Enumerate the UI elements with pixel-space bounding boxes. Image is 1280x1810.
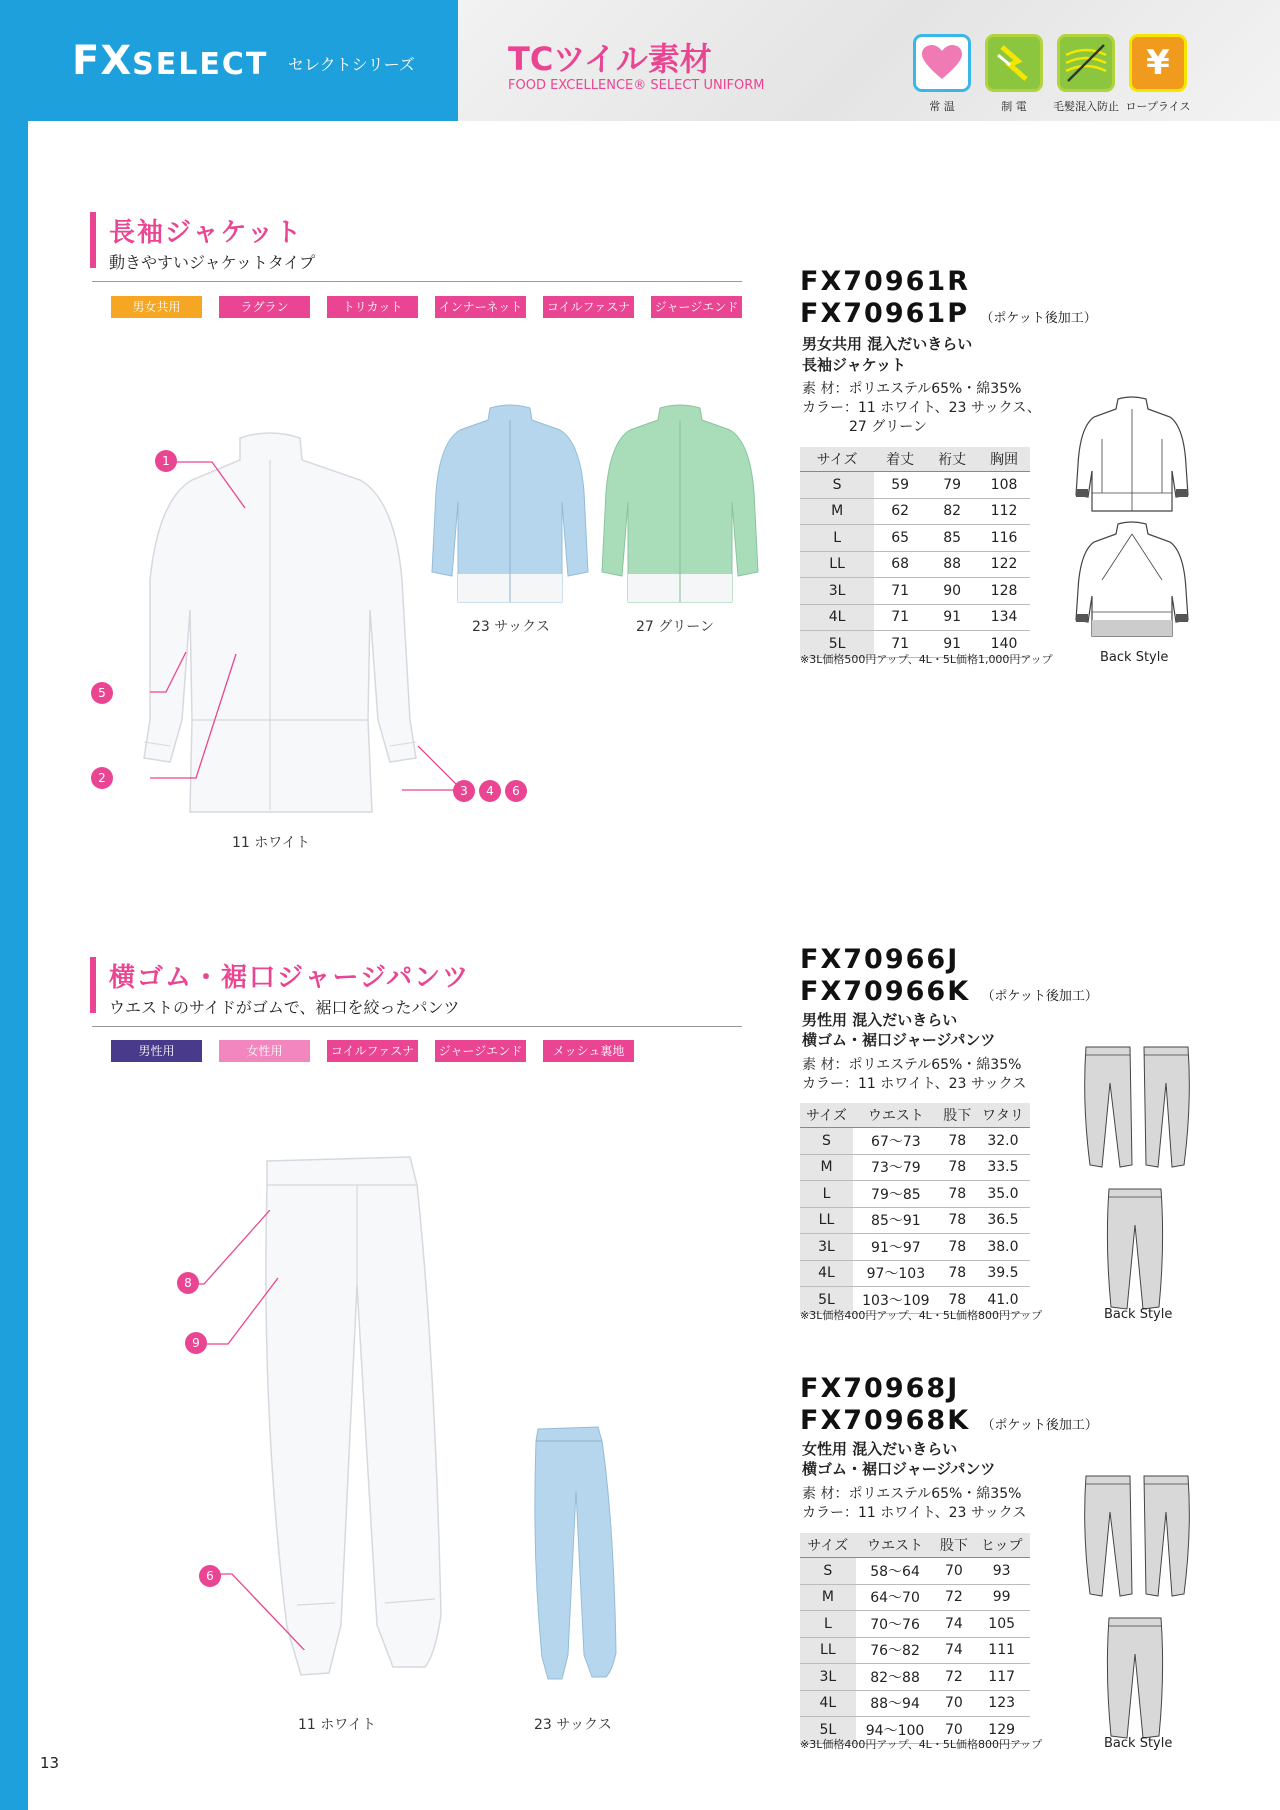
caption-green: 27 グリーン [636, 619, 714, 635]
callout-marker: 9 [185, 1332, 207, 1354]
callout-marker: 5 [91, 682, 113, 704]
table-cell: 70 [934, 1558, 973, 1585]
table-cell: 4L [800, 1690, 856, 1717]
table-cell: 4L [800, 604, 874, 631]
table-cell: LL [800, 1637, 856, 1664]
static-icon [985, 34, 1043, 92]
pants-section-title: 横ゴム・裾口ジャージパンツ [109, 963, 471, 993]
table-row [800, 1234, 1030, 1261]
table-cell: 3L [800, 1664, 856, 1691]
back-style-label: Back Style [1104, 1307, 1173, 1322]
callout-marker: 2 [91, 767, 113, 789]
jacket-sax-illustration [428, 402, 593, 607]
table-header: 胸囲 [978, 447, 1030, 472]
section-accent-bar [90, 957, 96, 1013]
table-header-row [800, 1533, 1030, 1558]
table-cell: 70～76 [856, 1611, 935, 1638]
table-cell: 62 [874, 498, 926, 525]
table-cell: 88 [926, 551, 978, 578]
product-name: 女性用 混入だいきらい [802, 1440, 958, 1458]
feature-label: 制 電 [1001, 100, 1027, 113]
material-subtitle: FOOD EXCELLENCE® SELECT UNIFORM [508, 78, 765, 93]
table-header: ワタリ [976, 1103, 1030, 1128]
table-cell: 90 [926, 578, 978, 605]
table-header: 股下 [939, 1103, 976, 1128]
caption-white: 11 ホワイト [298, 1717, 376, 1733]
jacket-back-drawing [1072, 520, 1192, 640]
table-cell: 91～97 [853, 1234, 939, 1261]
table-cell: S [800, 1128, 853, 1155]
table-cell: L [800, 525, 874, 552]
table-cell: 85～91 [853, 1207, 939, 1234]
table-cell: 140 [978, 631, 1030, 658]
product-code: FX70961P （ポケット後加工） [800, 298, 1097, 329]
pants-section-desc: ウエストのサイドがゴムで、裾口を絞ったパンツ [109, 998, 460, 1017]
table-cell: 74 [934, 1611, 973, 1638]
pants-sax-illustration [530, 1425, 620, 1685]
table-cell: 116 [978, 525, 1030, 552]
table-cell: 122 [978, 551, 1030, 578]
tag-inner-net: インナーネット [435, 296, 526, 318]
table-cell: 72 [934, 1664, 973, 1691]
caption-white: 11 ホワイト [232, 835, 310, 851]
table-cell: LL [800, 1207, 853, 1234]
table-header: ヒップ [973, 1533, 1030, 1558]
table-header: 股下 [934, 1533, 973, 1558]
table-cell: 88～94 [856, 1690, 935, 1717]
table-row [800, 551, 1030, 578]
product-code: FX70968J [800, 1373, 960, 1404]
table-row [800, 472, 1030, 499]
table-cell: 67～73 [853, 1128, 939, 1155]
table-cell: 78 [939, 1181, 976, 1208]
table-cell: 91 [926, 604, 978, 631]
heart-icon [913, 34, 971, 92]
table-row [800, 525, 1030, 552]
womens-pants-back-drawing [1105, 1614, 1165, 1744]
material-title: TCツイル素材 [508, 40, 712, 78]
caption-sax: 23 サックス [472, 619, 550, 635]
product-name: 男女共用 混入だいきらい [802, 335, 973, 353]
table-cell: 38.0 [976, 1234, 1030, 1261]
table-cell: 99 [973, 1584, 1030, 1611]
table-cell: 78 [939, 1234, 976, 1261]
callout-marker: 8 [177, 1272, 199, 1294]
table-header-row [800, 447, 1030, 472]
tag-raglan: ラグラン [219, 296, 310, 318]
brand-logo: FXSELECT [72, 38, 269, 84]
table-row [800, 1611, 1030, 1638]
product-code: FX70968K （ポケット後加工） [800, 1405, 1098, 1436]
table-cell: 82～88 [856, 1664, 935, 1691]
table-cell: 103～109 [853, 1287, 939, 1314]
callout-marker: 6 [505, 780, 527, 802]
table-row [800, 498, 1030, 525]
table-cell: 39.5 [976, 1260, 1030, 1287]
table-cell: S [800, 1558, 856, 1585]
table-note: ※3L価格400円アップ、4L・5L価格800円アップ [800, 1738, 1043, 1751]
table-cell: 3L [800, 1234, 853, 1261]
table-cell: 78 [939, 1287, 976, 1314]
table-cell: 79 [926, 472, 978, 499]
product-material: 素 材：ポリエステル65%・綿35% [802, 381, 1022, 397]
table-row [800, 1260, 1030, 1287]
product-colors: 27 グリーン [849, 419, 927, 435]
side-band [0, 121, 28, 1810]
table-cell: 117 [973, 1664, 1030, 1691]
table-cell: 85 [926, 525, 978, 552]
product-name: 長袖ジャケット [802, 356, 906, 374]
feature-label: 常 温 [929, 100, 955, 113]
table-cell: 3L [800, 578, 874, 605]
table-cell: 74 [934, 1637, 973, 1664]
table-cell: 123 [973, 1690, 1030, 1717]
table-cell: S [800, 472, 874, 499]
product-name: 男性用 混入だいきらい [802, 1011, 958, 1029]
table-cell: 78 [939, 1128, 976, 1155]
product-material: 素 材：ポリエステル65%・綿35% [802, 1486, 1022, 1502]
tag-womens: 女性用 [219, 1040, 310, 1062]
table-cell: 4L [800, 1260, 853, 1287]
womens-pants-front-drawing [1080, 1472, 1195, 1602]
table-cell: 5L [800, 1717, 856, 1744]
table-cell: 71 [874, 578, 926, 605]
table-cell: 5L [800, 1287, 853, 1314]
table-row [800, 1558, 1030, 1585]
product-colors: カラー：11 ホワイト、23 サックス [802, 1505, 1027, 1521]
callout-marker: 3 [453, 780, 475, 802]
tag-tricut: トリカット [327, 296, 418, 318]
table-cell: 76～82 [856, 1637, 935, 1664]
table-row [800, 1664, 1030, 1691]
table-cell: 111 [973, 1637, 1030, 1664]
tag-mesh-lining: メッシュ裏地 [543, 1040, 634, 1062]
table-header: ウエスト [853, 1103, 939, 1128]
table-cell: 78 [939, 1260, 976, 1287]
table-cell: 82 [926, 498, 978, 525]
table-cell: LL [800, 551, 874, 578]
table-row [800, 604, 1030, 631]
table-cell: 105 [973, 1611, 1030, 1638]
table-cell: L [800, 1181, 853, 1208]
product-name: 横ゴム・裾口ジャージパンツ [802, 1460, 996, 1478]
section-accent-bar [90, 212, 96, 268]
tag-coil-zipper: コイルファスナー [327, 1040, 418, 1062]
yen-icon: ¥ [1129, 34, 1187, 92]
table-row [800, 1128, 1030, 1155]
table-cell: 33.5 [976, 1154, 1030, 1181]
table-cell: 93 [973, 1558, 1030, 1585]
tag-jersey-end: ジャージエンド [651, 296, 742, 318]
feature-label: 毛髪混入防止 [1053, 100, 1119, 113]
table-cell: 35.0 [976, 1181, 1030, 1208]
table-cell: 71 [874, 631, 926, 658]
table-cell: 36.5 [976, 1207, 1030, 1234]
section-divider [92, 1026, 742, 1027]
tag-coil-zipper: コイルファスナー [543, 296, 634, 318]
table-row [800, 1154, 1030, 1181]
product-colors: カラー：11 ホワイト、23 サックス、 [802, 400, 1041, 416]
table-header-row [800, 1103, 1030, 1128]
table-cell: 64～70 [856, 1584, 935, 1611]
jacket-size-table [800, 447, 1030, 658]
callout-marker: 1 [155, 450, 177, 472]
table-cell: 94～100 [856, 1717, 935, 1744]
table-cell: 70 [934, 1717, 973, 1744]
mens-size-table [800, 1103, 1030, 1314]
table-cell: 91 [926, 631, 978, 658]
callout-marker: 4 [479, 780, 501, 802]
product-code: FX70966J [800, 944, 960, 975]
table-cell: 112 [978, 498, 1030, 525]
product-colors: カラー：11 ホワイト、23 サックス [802, 1076, 1027, 1092]
table-cell: 108 [978, 472, 1030, 499]
tag-unisex: 男女共用 [111, 296, 202, 318]
tag-jersey-end: ジャージエンド [435, 1040, 526, 1062]
table-row [800, 1584, 1030, 1611]
table-cell: M [800, 1584, 856, 1611]
table-header: 裄丈 [926, 447, 978, 472]
table-cell: 65 [874, 525, 926, 552]
table-row [800, 1690, 1030, 1717]
table-row [800, 1637, 1030, 1664]
table-row [800, 1181, 1030, 1208]
table-header: サイズ [800, 447, 874, 472]
table-cell: 41.0 [976, 1287, 1030, 1314]
jacket-section-desc: 動きやすいジャケットタイプ [109, 253, 316, 272]
page-number: 13 [40, 1754, 60, 1772]
jacket-section-title: 長袖ジャケット [109, 218, 304, 248]
table-cell: 59 [874, 472, 926, 499]
table-cell: 68 [874, 551, 926, 578]
table-cell: 134 [978, 604, 1030, 631]
table-cell: L [800, 1611, 856, 1638]
table-cell: 70 [934, 1690, 973, 1717]
table-cell: 58～64 [856, 1558, 935, 1585]
table-header: サイズ [800, 1103, 853, 1128]
section-divider [92, 281, 742, 282]
table-cell: 78 [939, 1207, 976, 1234]
product-code: FX70961R [800, 266, 970, 297]
jacket-front-drawing [1072, 395, 1192, 515]
caption-sax: 23 サックス [534, 1717, 612, 1733]
table-header: ウエスト [856, 1533, 935, 1558]
table-row [800, 578, 1030, 605]
table-cell: 73～79 [853, 1154, 939, 1181]
table-header: サイズ [800, 1533, 856, 1558]
table-cell: 72 [934, 1584, 973, 1611]
table-cell: 79～85 [853, 1181, 939, 1208]
feature-label: ロープライス [1125, 100, 1191, 113]
jacket-green-illustration [598, 402, 763, 607]
product-material: 素 材：ポリエステル65%・綿35% [802, 1057, 1022, 1073]
table-cell: 129 [973, 1717, 1030, 1744]
table-cell: 78 [939, 1154, 976, 1181]
womens-size-table [800, 1533, 1030, 1744]
back-style-label: Back Style [1100, 650, 1169, 665]
callout-marker: 6 [199, 1565, 221, 1587]
product-name: 横ゴム・裾口ジャージパンツ [802, 1031, 996, 1049]
table-cell: 5L [800, 631, 874, 658]
table-note: ※3L価格400円アップ、4L・5L価格800円アップ [800, 1309, 1043, 1322]
table-cell: 32.0 [976, 1128, 1030, 1155]
back-style-label: Back Style [1104, 1736, 1173, 1751]
table-cell: 128 [978, 578, 1030, 605]
tag-mens: 男性用 [111, 1040, 202, 1062]
brand-subtitle: セレクトシリーズ [288, 55, 415, 74]
table-cell: 97～103 [853, 1260, 939, 1287]
table-note: ※3L価格500円アップ、4L・5L価格1,000円アップ [800, 653, 1053, 666]
table-cell: 71 [874, 604, 926, 631]
table-cell: M [800, 498, 874, 525]
mens-pants-front-drawing [1080, 1043, 1195, 1173]
hair-block-icon [1057, 34, 1115, 92]
table-cell: M [800, 1154, 853, 1181]
table-row [800, 1207, 1030, 1234]
mens-pants-back-drawing [1105, 1185, 1165, 1315]
product-code: FX70966K （ポケット後加工） [800, 976, 1098, 1007]
table-header: 着丈 [874, 447, 926, 472]
